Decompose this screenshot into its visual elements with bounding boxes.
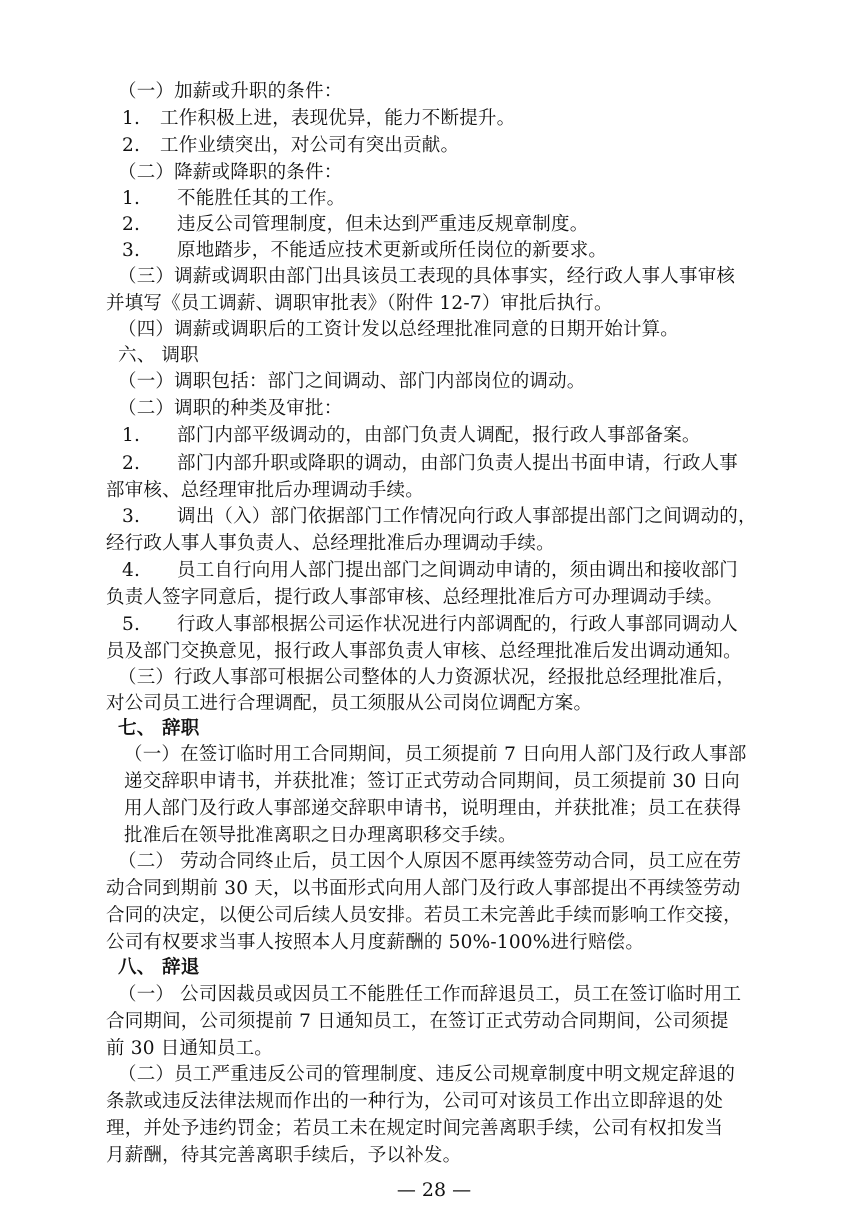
text-line: 用人部门及行政人事部递交辞职申请书，说明理由，并获批准；员工在获得 (124, 798, 742, 819)
list-item: 4. 员工自行向用人部门提出部门之间调动申请的，须由调出和接收部门 (122, 560, 739, 581)
text-line: 公司有权要求当事人按照本人月度薪酬的 50%-100%进行赔偿。 (106, 932, 645, 953)
text-line: （二）降薪或降职的条件： (118, 162, 343, 183)
list-item: 3. 调出（入）部门依据部门工作情况向行政人事部提出部门之间调动的， (122, 506, 757, 527)
list-item: 1. 工作积极上进，表现优异，能力不断提升。 (122, 108, 516, 129)
list-item: 1. 部门内部平级调动的，由部门负责人调配，报行政人事部备案。 (122, 425, 701, 446)
text-line: 条款或违反法律法规而作出的一种行为，公司可对该员工作出立即辞退的处 (106, 1091, 724, 1112)
text-line: （一）调职包括：部门之间调动、部门内部岗位的调动。 (118, 371, 586, 392)
text-line: （一） 公司因裁员或因员工不能胜任工作而辞退员工，员工在签订临时用工 (118, 984, 742, 1005)
text-line: 月薪酬，待其完善离职手续后，予以补发。 (106, 1145, 462, 1166)
text-line: 经行政人事人事负责人、总经理批准后办理调动手续。 (106, 533, 555, 554)
text-line: （三）调薪或调职由部门出具该员工表现的具体事实，经行政人事人事审核 (118, 266, 736, 287)
section-heading: 六、 调职 (118, 345, 199, 366)
text-line: 批准后在领导批准离职之日办理离职移交手续。 (124, 825, 517, 846)
text-line: 动合同到期前 30 天，以书面形式向用人部门及行政人事部提出不再续签劳动 (106, 878, 741, 899)
text-line: 并填写《员工调薪、调职审批表》（附件 12-7）审批后执行。 (106, 293, 613, 314)
text-line: 部审核、总经理审批后办理调动手续。 (106, 480, 424, 501)
page-number: — 28 — (396, 1179, 472, 1201)
list-item: 2. 部门内部升职或降职的调动，由部门负责人提出书面申请，行政人事 (122, 453, 739, 474)
list-item: 1. 不能胜任其的工作。 (122, 188, 346, 209)
text-line: 合同的决定，以便公司后续人员安排。若员工未完善此手续而影响工作交接， (106, 905, 742, 926)
list-item: 5. 行政人事部根据公司运作状况进行内部调配的，行政人事部同调动人 (122, 614, 739, 635)
list-item: 2. 违反公司管理制度，但未达到严重违反规章制度。 (122, 214, 589, 235)
text-line: （三）行政人事部可根据公司整体的人力资源状况，经报批总经理批准后， (118, 667, 736, 688)
text-line: 对公司员工进行合理调配，员工须服从公司岗位调配方案。 (106, 693, 593, 714)
text-line: 理，并处予违约罚金；若员工未在规定时间完善离职手续，公司有权扣发当 (106, 1118, 724, 1139)
text-line: 合同期间，公司须提前 7 日通知员工，在签订正式劳动合同期间，公司须提 (106, 1011, 729, 1032)
text-line: （一）加薪或升职的条件： (118, 81, 343, 102)
section-heading: 七、 辞职 (118, 718, 200, 739)
text-line: （二） 劳动合同终止后，员工因个人原因不愿再续签劳动合同，员工应在劳 (118, 851, 742, 872)
text-line: （一）在签订临时用工合同期间，员工须提前 7 日向用人部门及行政人事部 (124, 744, 747, 765)
list-item: 2. 工作业绩突出，对公司有突出贡献。 (122, 135, 460, 156)
text-line: 前 30 日通知员工。 (106, 1038, 274, 1059)
section-heading: 八、 辞退 (118, 957, 200, 978)
text-line: 负责人签字同意后，提行政人事部审核、总经理批准后方可办理调动手续。 (106, 587, 724, 608)
text-line: 员及部门交换意见，报行政人事部负责人审核、总经理批准后发出调动通知。 (106, 641, 742, 662)
list-item: 3. 原地踏步，不能适应技术更新或所任岗位的新要求。 (122, 240, 608, 261)
text-line: （四）调薪或调职后的工资计发以总经理批准同意的日期开始计算。 (118, 319, 680, 340)
text-line: （二）调职的种类及审批： (118, 398, 343, 419)
text-line: 递交辞职申请书，并获批准；签订正式劳动合同期间，员工须提前 30 日向 (124, 771, 740, 792)
text-line: （二）员工严重违反公司的管理制度、违反公司规章制度中明文规定辞退的 (118, 1064, 736, 1085)
